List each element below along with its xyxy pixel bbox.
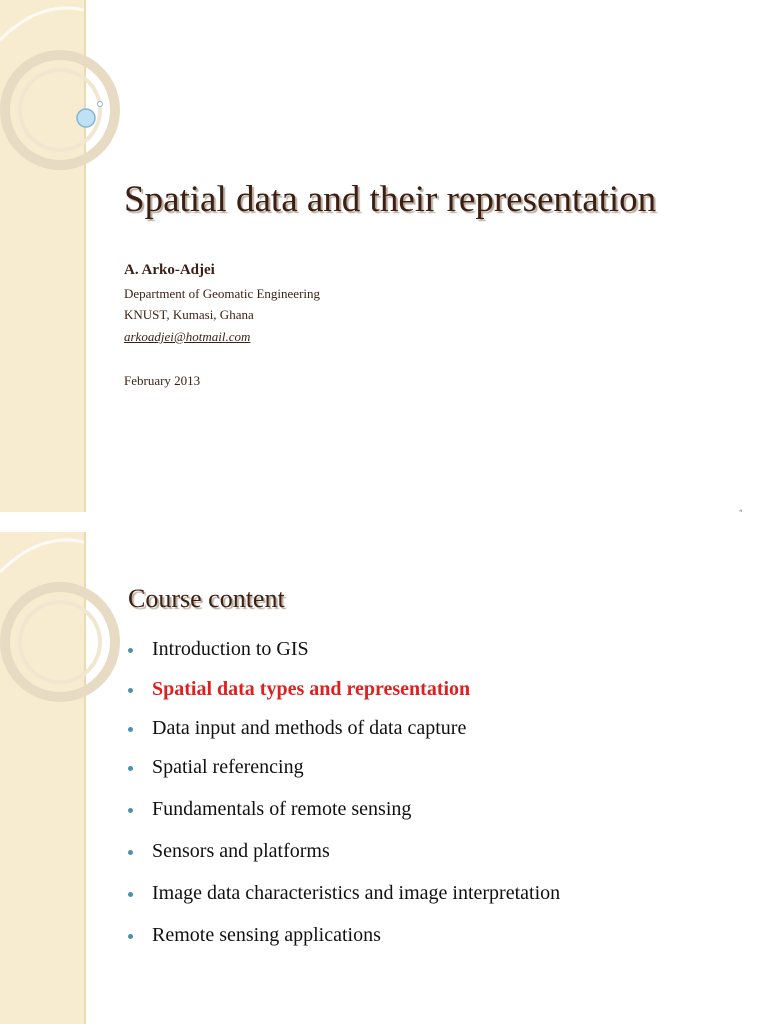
list-item: Remote sensing applications — [128, 924, 560, 947]
list-item: Fundamentals of remote sensing — [128, 798, 560, 821]
list-item: Introduction to GIS — [128, 638, 560, 661]
list-item-highlighted: Spatial data types and representation — [128, 678, 560, 701]
bullet-icon — [128, 766, 133, 771]
bullet-icon — [128, 648, 133, 653]
email-container — [124, 329, 250, 345]
slide-title: Course content — [128, 584, 285, 613]
bullet-icon — [128, 850, 133, 855]
ring-decoration-icon — [0, 0, 130, 200]
ring-decoration-icon — [0, 532, 130, 732]
bullet-icon — [128, 934, 133, 939]
slide-title: Spatial data and their representation — [124, 179, 657, 220]
bullet-icon — [128, 688, 133, 693]
list-item: Data input and methods of data capture — [128, 717, 560, 740]
slide-separator — [0, 512, 768, 532]
institution: KNUST, Kumasi, Ghana — [124, 307, 254, 322]
date: February 2013 — [124, 373, 201, 388]
slide-2 — [0, 532, 768, 1024]
list-item: Spatial referencing — [128, 756, 560, 779]
bullet-icon — [128, 808, 133, 813]
department: Department of Geomatic Engineering — [124, 286, 321, 301]
list-item: Sensors and platforms — [128, 840, 560, 863]
bullet-icon — [128, 892, 133, 897]
email-link[interactable]: arkoadjei@hotmail.com — [124, 329, 251, 344]
list-item: Image data characteristics and image interpretation — [128, 882, 560, 905]
bullet-icon — [128, 727, 133, 732]
course-content-list — [128, 638, 560, 947]
author-name: A. Arko-Adjei — [124, 262, 215, 278]
bubble-icon — [77, 109, 95, 127]
